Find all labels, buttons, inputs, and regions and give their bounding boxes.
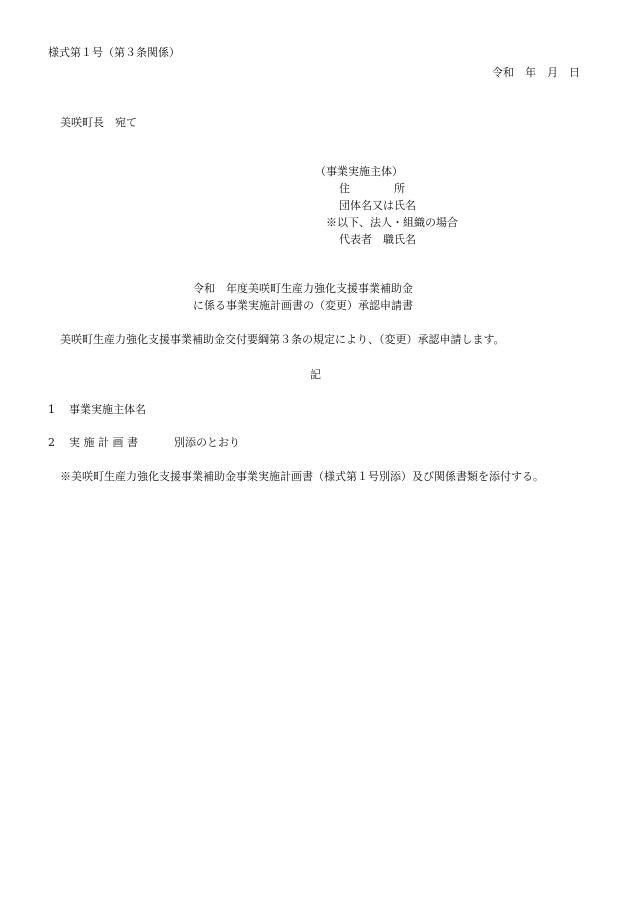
form-number: 様式第１号（第３条関係） xyxy=(48,46,180,59)
representative-label: 代表者 職氏名 xyxy=(339,233,416,246)
item-number: 1 xyxy=(48,403,55,416)
addressee: 美咲町長 宛て xyxy=(60,116,137,129)
body-text: 美咲町生産力強化支援事業補助金交付要綱第３条の規定により、（変更）承認申請します。 xyxy=(60,333,505,346)
address-label: 住 所 xyxy=(339,182,405,195)
name-label: 団体名又は氏名 xyxy=(339,199,416,212)
ki-mark: 記 xyxy=(310,368,321,381)
item-label: 実 施 計 画 書 xyxy=(69,436,138,449)
attachment-note: ※美咲町生産力強化支援事業補助金事業実施計画書（様式第１号別添）及び関係書類を添付する。 xyxy=(60,470,544,483)
title-line-1: 令和 年度美咲町生産力強化支援事業補助金 xyxy=(193,282,413,295)
organization-note: ※以下、法人・組織の場合 xyxy=(326,216,458,229)
date-line: 令和 年 月 日 xyxy=(492,66,580,79)
item-label: 事業実施主体名 xyxy=(69,403,146,416)
title-line-2: に係る事業実施計画書の（変更）承認申請書 xyxy=(193,299,413,312)
item-number: 2 xyxy=(48,436,55,449)
item-value: 別添のとおり xyxy=(174,436,240,449)
applicant-heading: （事業実施主体） xyxy=(315,165,403,178)
